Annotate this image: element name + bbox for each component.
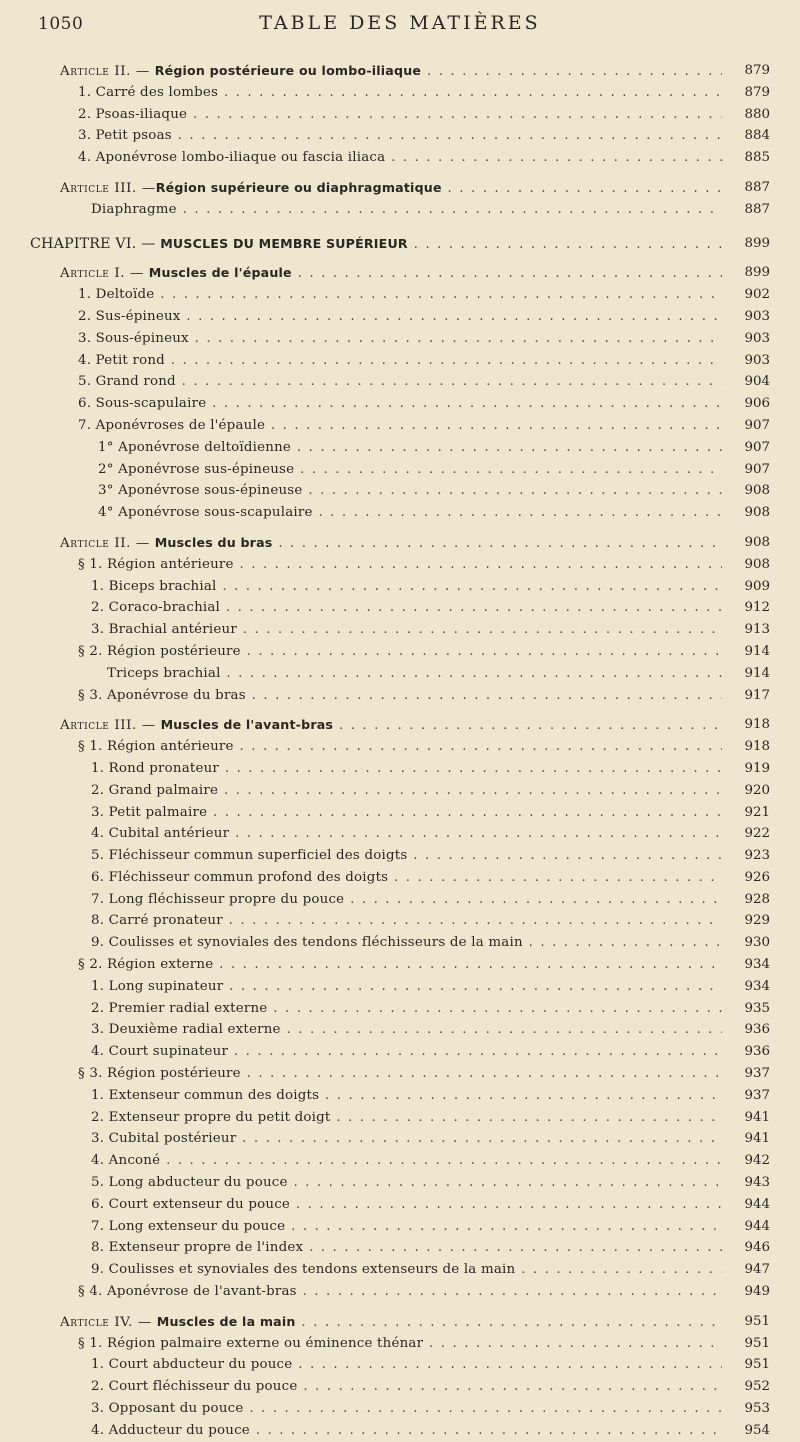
entry-text: 7. Aponévroses de l'épaule <box>78 417 266 433</box>
page-number: 1050 <box>38 14 84 34</box>
page-ref: 946 <box>744 1240 770 1256</box>
toc-entry <box>0 1128 800 1150</box>
entry-title <box>0 262 722 285</box>
toc-entry <box>0 780 800 802</box>
article-title: Muscles de l'épaule <box>148 265 292 281</box>
page-ref: 953 <box>744 1401 770 1417</box>
entry-text: § 2. Région externe <box>78 957 214 973</box>
page-ref: 918 <box>744 739 770 755</box>
article-title: Région postérieure ou lombo-iliaque <box>154 63 422 78</box>
page-ref: 941 <box>744 1109 770 1125</box>
entry-title <box>0 597 722 619</box>
entry-title <box>0 1041 722 1063</box>
article-heading <box>0 262 800 284</box>
entry-title <box>0 1085 722 1107</box>
page-ref: 937 <box>744 1087 770 1103</box>
page-ref: 908 <box>744 483 770 499</box>
entry-title <box>0 1128 722 1150</box>
entry-text: 3. Brachial antérieur <box>91 622 237 638</box>
page-ref: 907 <box>744 417 770 433</box>
article-label: Article III. — <box>60 180 156 196</box>
entry-title <box>0 758 722 780</box>
page-ref: 908 <box>744 505 770 521</box>
entry-title <box>0 532 722 555</box>
toc-entry <box>0 1259 800 1281</box>
entry-title <box>0 1063 722 1085</box>
entry-text: 9. Coulisses et synoviales des tendons fléchisseurs de la main <box>91 935 523 951</box>
entry-text: 1. Deltoïde <box>78 287 155 303</box>
entry-text: 1. Rond pronateur <box>91 760 220 776</box>
page-ref: 913 <box>744 622 770 638</box>
entry-title <box>0 823 722 845</box>
entry-text: 4. Anconé <box>91 1153 161 1169</box>
entry-text: 4. Aponévrose lombo-iliaque ou fascia iliaca <box>78 150 386 166</box>
page-ref: 909 <box>744 578 770 594</box>
page-ref: 907 <box>744 461 770 477</box>
article-label: Article IV. — <box>60 1314 157 1330</box>
entry-text: § 1. Région palmaire externe ou éminence thénar <box>78 1335 424 1351</box>
toc-entry <box>0 976 800 998</box>
entry-text: 9. Coulisses et synoviales des tendons extenseurs de la main <box>91 1262 516 1278</box>
article-title: Muscles de la main <box>156 1313 296 1329</box>
table-of-contents <box>0 60 800 1442</box>
entry-text: 2. Grand palmaire <box>91 782 219 798</box>
toc-entry <box>0 998 800 1020</box>
toc-entry <box>0 1019 800 1041</box>
entry-title <box>0 802 722 824</box>
toc-entry <box>0 1420 800 1442</box>
entry-title <box>0 393 722 415</box>
toc-entry <box>0 889 800 911</box>
entry-title <box>0 1311 722 1334</box>
entry-text: § 1. Région antérieure <box>78 739 234 755</box>
entry-title <box>0 371 722 393</box>
entry-title <box>0 910 722 932</box>
toc-entry <box>0 576 800 598</box>
entry-text: Diaphragme <box>91 201 177 217</box>
toc-entry <box>0 1376 800 1398</box>
section-spacer <box>0 254 800 262</box>
page-ref: 914 <box>744 643 770 659</box>
entry-title <box>0 437 722 459</box>
page-ref: 943 <box>744 1175 770 1191</box>
page-ref: 879 <box>744 63 770 78</box>
entry-text: 3. Petit palmaire <box>91 804 208 820</box>
page-ref: 951 <box>744 1357 770 1373</box>
page-ref: 926 <box>744 869 770 885</box>
entry-title <box>0 619 722 641</box>
entry-text: 5. Long abducteur du pouce <box>91 1175 288 1191</box>
page-ref: 928 <box>744 891 770 907</box>
toc-entry <box>0 663 800 685</box>
toc-entry <box>0 1150 800 1172</box>
entry-title <box>0 954 722 976</box>
entry-title <box>0 1107 722 1129</box>
entry-text: 4° Aponévrose sous-scapulaire <box>98 505 313 521</box>
toc-entry <box>0 350 800 372</box>
page-ref: 941 <box>744 1131 770 1147</box>
section-spacer <box>0 169 800 177</box>
entry-text: 2° Aponévrose sus-épineuse <box>98 461 295 477</box>
entry-title <box>0 199 722 221</box>
toc-entry <box>0 1216 800 1238</box>
page-ref: 949 <box>744 1284 770 1300</box>
toc-entry <box>0 1063 800 1085</box>
entry-title <box>0 1398 722 1420</box>
entry-title <box>0 415 722 437</box>
page-ref: 902 <box>744 287 770 303</box>
entry-text: 2. Sus-épineux <box>78 308 181 324</box>
toc-entry <box>0 641 800 663</box>
entry-text: 7. Long fléchisseur propre du pouce <box>91 891 345 907</box>
entry-title <box>0 998 722 1020</box>
toc-entry <box>0 502 800 524</box>
page-ref: 936 <box>744 1022 770 1038</box>
entry-text: 5. Fléchisseur commun superficiel des doigts <box>91 848 408 864</box>
entry-title <box>0 1281 722 1303</box>
toc-entry <box>0 125 800 147</box>
toc-entry <box>0 1237 800 1259</box>
article-heading <box>0 1311 800 1333</box>
entry-text: 4. Cubital antérieur <box>91 826 230 842</box>
toc-entry <box>0 845 800 867</box>
page-ref: 954 <box>744 1422 770 1438</box>
page-ref: 914 <box>744 665 770 681</box>
entry-title <box>0 780 722 802</box>
page-ref: 904 <box>744 374 770 390</box>
page-ref: 937 <box>744 1066 770 1082</box>
entry-title <box>0 554 722 576</box>
entry-title <box>0 459 722 481</box>
page-ref: 903 <box>744 308 770 324</box>
entry-title <box>0 328 722 350</box>
page-ref: 951 <box>744 1335 770 1351</box>
entry-text: 1. Carré des lombes <box>78 84 219 100</box>
page-ref: 903 <box>744 330 770 346</box>
article-title: Muscles de l'avant-bras <box>160 717 334 733</box>
entry-text: 3. Sous-épineux <box>78 330 189 346</box>
article-heading <box>0 714 800 736</box>
entry-title <box>0 736 722 758</box>
section-spacer <box>0 524 800 532</box>
entry-text: § 4. Aponévrose de l'avant-bras <box>78 1284 297 1300</box>
page-ref: 947 <box>744 1262 770 1278</box>
entry-title <box>0 350 722 372</box>
page-ref: 935 <box>744 1000 770 1016</box>
entry-text: 3. Opposant du pouce <box>91 1401 244 1417</box>
entry-title <box>0 1150 722 1172</box>
page-ref: 921 <box>744 804 770 820</box>
page-ref: 887 <box>744 201 770 217</box>
page-ref: 899 <box>744 265 770 281</box>
entry-title <box>0 1354 722 1376</box>
article-title: Région supérieure ou diaphragmatique <box>155 179 442 195</box>
entry-text: 6. Sous-scapulaire <box>78 396 207 412</box>
page-ref: 952 <box>744 1379 770 1395</box>
section-spacer <box>0 706 800 714</box>
toc-entry <box>0 199 800 221</box>
page-ref: 880 <box>744 106 770 122</box>
entry-title <box>0 576 722 598</box>
entry-text: 2. Psoas-iliaque <box>78 106 188 122</box>
toc-entry <box>0 328 800 350</box>
page-header <box>0 8 800 38</box>
entry-text: 2. Coraco-brachial <box>91 600 221 616</box>
toc-entry <box>0 554 800 576</box>
entry-text: § 3. Région postérieure <box>78 1066 241 1082</box>
entry-title <box>0 932 722 954</box>
toc-entry <box>0 459 800 481</box>
page-ref: 922 <box>744 826 770 842</box>
page-ref: 936 <box>744 1044 770 1060</box>
entry-text: 8. Carré pronateur <box>91 913 223 929</box>
entry-title <box>0 1333 722 1355</box>
page-ref: 879 <box>744 84 770 100</box>
toc-entry <box>0 1085 800 1107</box>
toc-entry <box>0 147 800 169</box>
toc-entry <box>0 1172 800 1194</box>
toc-entry <box>0 823 800 845</box>
entry-text: 5. Grand rond <box>78 374 176 390</box>
page-ref: 944 <box>744 1218 770 1234</box>
entry-title <box>0 1019 722 1041</box>
entry-title <box>0 104 722 126</box>
toc-entry <box>0 597 800 619</box>
entry-text: 1. Biceps brachial <box>91 578 217 594</box>
entry-text: 1. Extenseur commun des doigts <box>91 1087 320 1103</box>
toc-entry <box>0 1107 800 1129</box>
page-ref: 919 <box>744 760 770 776</box>
toc-entry <box>0 1194 800 1216</box>
entry-title <box>0 284 722 306</box>
article-title: Muscles du bras <box>154 534 273 550</box>
toc-entry <box>0 284 800 306</box>
toc-entry <box>0 82 800 104</box>
entry-title <box>0 125 722 147</box>
running-title: TABLE DES MATIÈRES <box>259 12 541 34</box>
toc-entry <box>0 437 800 459</box>
article-heading <box>0 60 800 82</box>
entry-text: Triceps brachial <box>107 665 221 681</box>
entry-text: 2. Court fléchisseur du pouce <box>91 1379 298 1395</box>
toc-entry <box>0 910 800 932</box>
page-ref: 885 <box>744 150 770 166</box>
page-ref: 944 <box>744 1196 770 1212</box>
entry-text: 6. Fléchisseur commun profond des doigts <box>91 869 389 885</box>
entry-text: 4. Adducteur du pouce <box>91 1422 250 1438</box>
toc-entry <box>0 393 800 415</box>
article-label: Article II. — <box>60 64 155 79</box>
entry-text: 2. Extenseur propre du petit doigt <box>91 1109 331 1125</box>
toc-entry <box>0 104 800 126</box>
entry-title <box>0 685 722 707</box>
entry-text: 6. Court extenseur du pouce <box>91 1196 291 1212</box>
entry-title <box>0 502 722 524</box>
page-ref: 934 <box>744 957 770 973</box>
section-spacer <box>0 221 800 233</box>
entry-title <box>0 60 722 83</box>
page-ref: 930 <box>744 935 770 951</box>
article-heading <box>0 177 800 199</box>
entry-title <box>0 1237 722 1259</box>
entry-text: 4. Petit rond <box>78 352 165 368</box>
entry-title <box>0 845 722 867</box>
page-ref: 887 <box>744 179 770 195</box>
page-ref: 920 <box>744 782 770 798</box>
entry-text: § 3. Aponévrose du bras <box>78 687 246 703</box>
entry-title <box>0 306 722 328</box>
page-ref: 899 <box>744 235 770 251</box>
page-ref: 917 <box>744 687 770 703</box>
entry-text: § 2. Région postérieure <box>78 643 241 659</box>
page-ref: 934 <box>744 978 770 994</box>
entry-title <box>0 1216 722 1238</box>
page-ref: 951 <box>744 1313 770 1329</box>
toc-entry <box>0 802 800 824</box>
page-ref: 906 <box>744 396 770 412</box>
entry-title <box>0 663 722 685</box>
toc-entry <box>0 867 800 889</box>
entry-title <box>0 1259 722 1281</box>
entry-text: 3. Deuxième radial externe <box>91 1022 281 1038</box>
page-ref: 923 <box>744 848 770 864</box>
entry-title <box>0 147 722 169</box>
entry-text: 1. Court abducteur du pouce <box>91 1357 293 1373</box>
entry-text: 2. Premier radial externe <box>91 1000 268 1016</box>
chapter-title: MUSCLES DU MEMBRE SUPÉRIEUR <box>160 235 408 251</box>
article-label: Article III. — <box>60 718 161 734</box>
toc-entry <box>0 415 800 437</box>
entry-title <box>0 1376 722 1398</box>
page-ref: 918 <box>744 717 770 733</box>
toc-entry <box>0 480 800 502</box>
chapter-heading <box>0 233 800 255</box>
page-ref: 929 <box>744 913 770 929</box>
toc-entry <box>0 932 800 954</box>
entry-text: 8. Extenseur propre de l'index <box>91 1240 304 1256</box>
entry-title <box>0 177 722 200</box>
entry-text: 1. Long supinateur <box>91 978 224 994</box>
entry-title <box>0 714 722 737</box>
article-label: Article II. — <box>60 535 155 551</box>
page-ref: 912 <box>744 600 770 616</box>
page-ref: 907 <box>744 439 770 455</box>
entry-text: § 1. Région antérieure <box>78 556 234 572</box>
toc-entry <box>0 306 800 328</box>
entry-title <box>0 480 722 502</box>
entry-title <box>0 976 722 998</box>
page-ref: 908 <box>744 556 770 572</box>
toc-entry <box>0 1398 800 1420</box>
entry-text: 3. Cubital postérieur <box>91 1131 237 1147</box>
entry-title <box>0 889 722 911</box>
entry-text: 7. Long extenseur du pouce <box>91 1218 286 1234</box>
toc-entry <box>0 736 800 758</box>
toc-entry <box>0 758 800 780</box>
entry-title <box>0 233 722 256</box>
page-ref: 903 <box>744 352 770 368</box>
entry-text: 4. Court supinateur <box>91 1044 229 1060</box>
page-ref: 884 <box>744 128 770 144</box>
toc-entry <box>0 1354 800 1376</box>
entry-text: 3° Aponévrose sous-épineuse <box>98 483 303 499</box>
entry-title <box>0 1172 722 1194</box>
toc-entry <box>0 954 800 976</box>
page-ref: 908 <box>744 534 770 550</box>
entry-title <box>0 1194 722 1216</box>
toc-entry <box>0 619 800 641</box>
toc-entry <box>0 685 800 707</box>
toc-entry <box>0 1041 800 1063</box>
article-label: Article I. — <box>60 266 149 282</box>
toc-entry <box>0 1281 800 1303</box>
page-ref: 942 <box>744 1153 770 1169</box>
article-heading <box>0 532 800 554</box>
entry-title <box>0 1420 722 1442</box>
entry-title <box>0 867 722 889</box>
section-spacer <box>0 1303 800 1311</box>
entry-title <box>0 641 722 663</box>
toc-entry <box>0 371 800 393</box>
entry-text: 1° Aponévrose deltoïdienne <box>98 439 292 455</box>
toc-entry <box>0 1333 800 1355</box>
entry-text: 3. Petit psoas <box>78 128 172 144</box>
chapter-label: CHAPITRE VI. — <box>30 235 161 252</box>
entry-title <box>0 82 722 104</box>
